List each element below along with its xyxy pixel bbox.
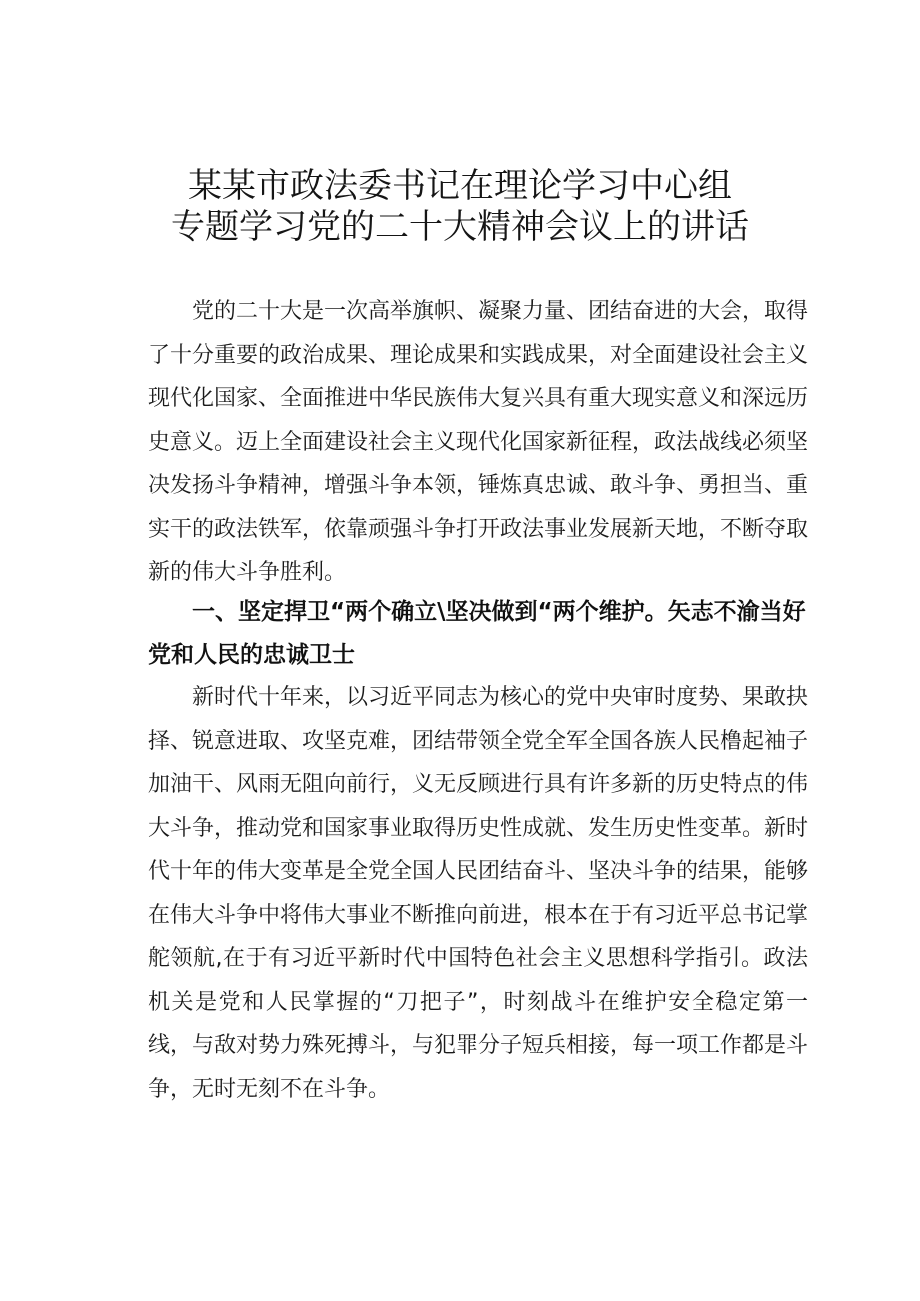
paragraph-section-1: 新时代十年来，以习近平同志为核心的党中央审时度势、果敢抉择、锐意进取、攻坚克难，团结带领全党全军全国各族人民橹起袖子加油干、风雨无阻向前行，义无反顾进行具有许多新的历史特点的伟大斗争，推动党和国家事业取得历史性成就、发生历史性变革。新时代十年的伟大变革是全党全国人民团结奋斗、坚决斗争的结果，能够在伟大斗争中将伟大事业不断推向前进，根本在于有习近平总书记掌舵领航,在于有习近平新时代中国特色社会主义思想科学指引。政法机关是党和人民掌握的“刀把子”，时刻战斗在维护安全稳定第一线，与敌对势力殊死搏斗，与犯罪分子短兵相接，每一项工作都是斗争，无时无刻不在斗争。: [148, 685, 809, 1102]
document-title-line-2: 专题学习党的二十大精神会议上的讲话: [171, 207, 749, 247]
document-title-line-1: 某某市政法委书记在理论学习中心组: [188, 166, 732, 206]
paragraph-intro: 党的二十大是一次高举旗帜、凝聚力量、团结奋进的大会，取得了十分重要的政治成果、理论成果和实践成果，对全面建设社会主义现代化国家、全面推进中华民族伟大复兴具有重大现实意义和深远历史意义。迈上全面建设社会主义现代化国家新征程，政法战线必须坚决发扬斗争精神，增强斗争本领，锤炼真忠诚、敢斗争、勇担当、重实干的政法铁军，依靠顽强斗争打开政法事业发展新天地，不断夺取新的伟大斗争胜利。: [148, 299, 809, 585]
section-heading-1: 一、坚定捍卫“两个确立\坚决做到“两个维护。矢志不渝当好党和人民的忠诚卫士: [148, 599, 806, 668]
